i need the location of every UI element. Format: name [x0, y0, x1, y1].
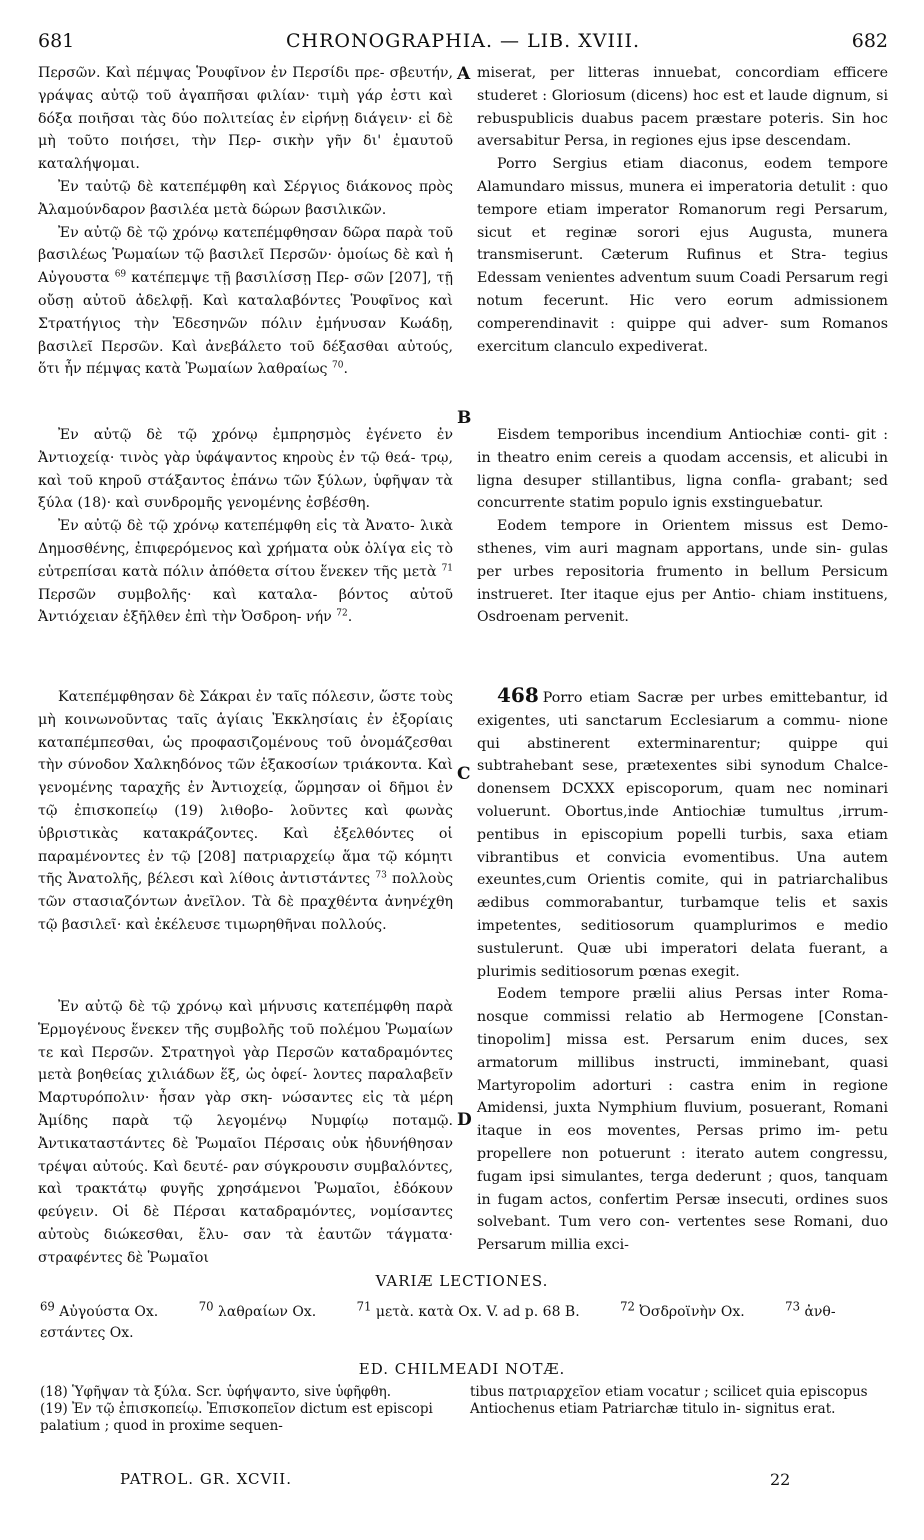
latin-paragraph-3: Eisdem temporibus incendium Antiochiæ conti- git : in theatro enim cereis a quodam accensis, et alicubi in ligna desuper stillantibus, ligna confla- grabant; sed concurrente statim populo ignis exstinguebatur. [477, 427, 888, 512]
greek-block-2 [38, 424, 453, 629]
latin-block-2 [477, 424, 888, 629]
variant-item: $^{72}$ Ὀσδροϊνὴν Ox. [620, 1299, 745, 1320]
margin-marker-b: B [457, 408, 472, 428]
variant-item: $^{73}$ ἀνθ- εστάντες Ox. [40, 1299, 836, 1341]
notes-right [470, 1384, 888, 1418]
latin-paragraph-1: miserat, per litteras innuebat, concordiam efficere studeret : Gloriosum (dicens) hoc est et laude dignum, si rebuspublicis duabus pacem præstare poteris. Sin hoc aversabitur Persa, in regiones ejus ipse descendam. [477, 65, 888, 150]
greek-paragraph-3: Ἐν αὐτῷ δὲ τῷ χρόνῳ κατεπέμφθησαν δῶρα παρὰ τοῦ βασιλέως Ῥωμαίων τῷ βασιλεῖ Περσῶν· ὁμοίως δὲ καὶ ἡ Αὐγουστα $^{69}$ κατέπεμψε τῇ βασιλίσσῃ Περ- σῶν [207], τῇ οὔσῃ αὐτοῦ ἀδελφῇ. Καὶ καταλαβόντες Ῥουφῖνος καὶ Στρατήγιος τὴν Ἐδεσηνῶν πόλιν ἐμήνυσαν Κωάδῃ, βασιλεῖ Περσῶν. Καὶ ἀνεβάλετο τοῦ δέξασθαι αὐτούς, ὅτι ἦν πέμψας κατὰ Ῥωμαίων λαθραίως $^{70}$. [38, 224, 453, 378]
greek-block-3 [38, 686, 453, 937]
greek-paragraph-7: Ἐν αὐτῷ δὲ τῷ χρόνῳ καὶ μήνυσις κατεπέμφθη παρὰ Ἑρμογένους ἕνεκεν τῆς συμβολῆς τοῦ πολέμου Ῥωμαίων τε καὶ Περσῶν. Στρατηγοὶ γὰρ Περσῶν καταδραμόντες μετὰ βοηθείας χιλιάδων ἕξ, ὡς ὀφεί- λοντες παραλαβεῖν Μαρτυρόπολιν· ἦσαν γὰρ σκη- νώσαντες εἰς τὰ μέρη Ἀμίδης παρὰ τῷ λεγομένῳ Νυμφίῳ ποταμῷ. Ἀντικαταστάντες δὲ Ῥωμαῖοι Πέρσαις οὐκ ἠδυνήθησαν τρέψαι αὐτούς. Καὶ δευτέ- ραν σύγκρουσιν συμβαλόντες, καὶ τρακτάτῳ φυγῆς χρησάμενοι Ῥωμαῖοι, ἐδόκουν φεύγειν. Οἱ δὲ Πέρσαι καταδραμόντες, νομίσαντες αὐτοὺς διώκεσθαι, ἔλυ- σαν τὰ ἑαυτῶν τάγματα· στραφέντες δὲ Ῥωμαῖοι [38, 999, 453, 1266]
margin-marker-a: A [457, 64, 471, 84]
page-number-left: 681 [38, 30, 75, 52]
latin-paragraph-6: Eodem tempore prælii alius Persas inter Roma- nosque commissi relatio ab Hermogene [Constan- tinopolim] missa est. Persarum enim duces, sex armatorum millibus instructi, imminebant, quasi Martyropolim adorturi : castra enim in regione Amidensi, juxta Nymphium fluvium, posuerant, Romani itaque in eos moventes, Persas primo im- petu propellere non potuerunt : iterato autem congressu, fugam ipsi simulantes, terga dederunt ; quos, tanquam in fugam actos, confertim Persæ insecuti, ordines suos solvebant. Tum vero con- vertentes sese Romani, duo Persarum millia exci- [477, 986, 888, 1254]
note-19: (19) Ἐν τῷ ἐπισκοπείῳ. Ἐπισκοπεῖον dictum est episcopi palatium ; quod in proxime sequen- [40, 1401, 433, 1434]
variant-item: $^{71}$ μετὰ. κατὰ Ox. V. ad p. 68 B. [356, 1299, 580, 1320]
margin-marker-d: D [457, 1110, 472, 1130]
notae-title: ED. CHILMEADI NOTÆ. [358, 1360, 566, 1378]
signature-number: 22 [770, 1470, 791, 1489]
latin-block-1 [477, 62, 888, 358]
running-title: CHRONOGRAPHIA. — LIB. XVIII. [285, 30, 641, 52]
margin-marker-c: C [457, 764, 471, 784]
page-number-right: 682 [851, 30, 888, 52]
note-ref-71: 71 [441, 563, 454, 574]
note-ref-70: 70 [332, 360, 344, 371]
greek-block-1 [38, 62, 453, 381]
note-ref-69: 69 [114, 269, 127, 280]
notes-left [40, 1384, 450, 1435]
greek-paragraph-5: Ἐν αὐτῷ δὲ τῷ χρόνῳ κατεπέμφθη εἰς τὰ Ἀνατο- λικὰ Δημοσθένης, ἐπιφερόμενος καὶ χρήματα οὐκ ὀλίγα εἰς τὸ εὐτρεπίσαι κατὰ πόλιν ἀπόθετα σίτου ἕνεκεν τῆς μετὰ $^{71}$ Περσῶν συμβολῆς· καὶ καταλα- βόντος αὐτοῦ Ἀντιόχειαν ἐξῆλθεν ἐπὶ τὴν Ὀσδροη- νήν $^{72}$. [38, 518, 454, 626]
greek-paragraph-6: Κατεπέμφθησαν δὲ Σάκραι ἐν ταῖς πόλεσιν, ὥστε τοὺς μὴ κοινωνοῦντας ταῖς ἁγίαις Ἐκκλησίαις ἐν ἐξορίαις καταπέμπεσθαι, ὡς προφασιζομένους τοῦ ὀνομάζεσθαι τὴν σύνοδον Χαλκηδόνος τῶν ἑξακοσίων τριάκοντα. Καὶ γενομένης ταραχῆς ἐν Ἀντιοχείᾳ, ὥρμησαν οἱ δῆμοι ἐν τῷ ἐπισκοπείῳ (19) λιθοβο- λοῦντες καὶ φωνὰς ὑβριστικὰς κατακράζοντες. Καὶ ἐξελθόντες οἱ παραμένοντες ἐν τῷ [208] πατριαρχείῳ ἅμα τῷ κόμητι τῆς Ἀνατολῆς, βέλεσι καὶ λίθοις ἀντιστάντες $^{73}$ πολλοὺς τῶν στασιαζόντων ἀνεῖλον. Τὰ δὲ πραχθέντα ἀνηνέχθη τῷ βασιλεῖ· καὶ ἐκέλευσε τιμωρηθῆναι πολλούς. [38, 689, 454, 933]
note-ref-72: 72 [336, 608, 348, 619]
note-18: (18) Ὑφῆψαν τὰ ξύλα. Scr. ὑφήψαντο, sive ὑφῆφθη. [40, 1384, 392, 1400]
series-volume: PATROL. GR. XCVII. [120, 1470, 292, 1488]
greek-block-4 [38, 996, 453, 1270]
latin-paragraph-5: 468 Porro etiam Sacræ per urbes emittebantur, id exigentes, uti sanctarum Ecclesiarum a commu- nione qui abstinerent exterminarentur; quippe qui subtrahebant sese, prætexentes sibi synodum Chalce- donensem DCXXX episcoporum, quam nec nominari voluerunt. Obortus,inde Antiochiæ tumultus ,irrum- pentibus in episcopium popelli turbis, saxa etiam vibrantibus et convicia evomentibus. Una autem exeuntes,cum Orientis comite, qui in patriarchalibus ædibus commorabantur, turbamque telis et saxis impetentes, seditiosorum quamplurimos e medio sustulerunt. Quæ ubi imperatori delata fuerant, a plurimis seditiosorum pœnas exegit. [477, 683, 888, 980]
note-ref-73: 73 [375, 870, 387, 881]
note-19-continued: tibus πατριαρχεῖον etiam vocatur ; scilicet quia episcopus Antiochenus etiam Patriarchæ titulo in- signitus erat. [470, 1384, 868, 1417]
variae-list [40, 1296, 890, 1344]
greek-paragraph-4: Ἐν αὐτῷ δὲ τῷ χρόνῳ ἐμπρησμὸς ἐγένετο ἐν Ἀντιοχείᾳ· τινὸς γὰρ ὑφάψαντος κηροὺς ἐν τῷ θεά- τρῳ, καὶ τοῦ κηροῦ στάξαντος ἐπάνω τῶν ξύλων, ὑφῆψαν τὰ ξύλα (18)· καὶ συνδρομῆς γενομένης ἐσβέσθη. [38, 427, 453, 512]
column-number: 468 [497, 683, 539, 707]
latin-paragraph-4: Eodem tempore in Orientem missus est Demo- sthenes, vim auri magnam apportans, unde sin- gulas per urbes repositoria frumento in bellum Persicum instrueret. Iter itaque ejus per Antio- chiam instituens, Osdroenam pervenit. [477, 518, 888, 626]
variae-title: VARIÆ LECTIONES. [375, 1272, 549, 1290]
greek-paragraph-1: Περσῶν. Καὶ πέμψας Ῥουφῖνον ἐν Περσίδι πρε- σβευτήν, γράψας αὐτῷ τοῦ ἀγαπῆσαι φιλίαν· τιμὴ γάρ ἐστι καὶ δόξα ποιῆσαι τὰς δύο πολιτείας ἐν εἰρήνῃ διάγειν· εἰ δὲ μὴ τοῦτο ποιήσει, τὴν Περ- σικὴν γῆν δι' ἐμαυτοῦ καταλήψομαι. [38, 65, 453, 173]
variant-item: $^{70}$ λαθραίων Ox. [198, 1299, 317, 1320]
latin-paragraph-2: Porro Sergius etiam diaconus, eodem tempore Alamundaro missus, munera ei imperatoria detulit : quo tempore etiam imperator Romanorum regi Persarum, sicut et reginæ sorori ejus Augusta, munera transmiserunt. Cæterum Rufinus et Stra- tegius Edessam venientes adventum suum Coadi Persarum regi notum fecerunt. Hic vero eorum admissionem comperendinavit : quippe qui adver- sum Romanos exercitum clanculo expediverat. [477, 156, 888, 355]
greek-paragraph-2: Ἐν ταὐτῷ δὲ κατεπέμφθη καὶ Σέργιος διάκονος πρὸς Ἀλαμούνδαρον βασιλέα μετὰ δώρων βασιλικῶν. [38, 178, 453, 218]
variant-item: $^{69}$ Αὐγούστα Ox. [40, 1299, 159, 1320]
latin-block-3 [477, 684, 888, 1257]
running-header [38, 30, 888, 60]
